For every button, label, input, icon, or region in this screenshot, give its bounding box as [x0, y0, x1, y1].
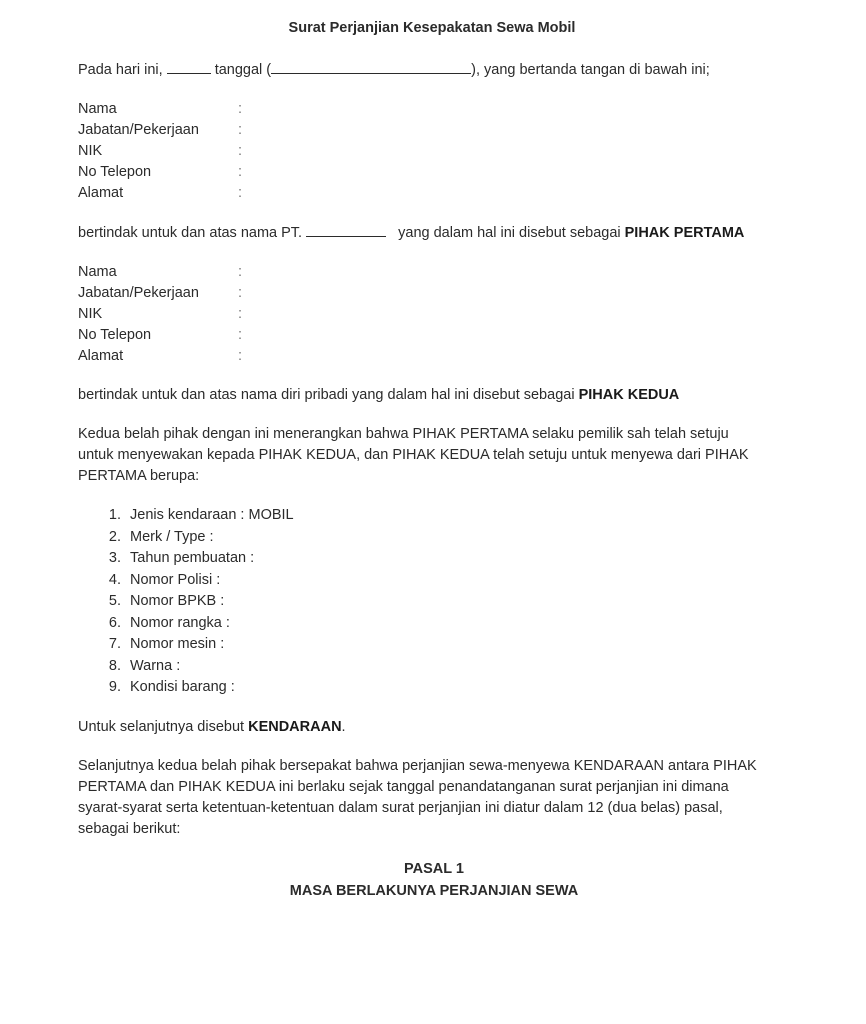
- field-row: [78, 162, 766, 183]
- item-text: Jenis kendaraan : MOBIL: [130, 507, 294, 523]
- item-number: 2.: [108, 528, 121, 545]
- referred-line: [78, 717, 766, 738]
- field-row: [78, 262, 766, 283]
- field-colon: :: [238, 264, 243, 280]
- list-item: [78, 591, 766, 613]
- agreement-paragraph: Kedua belah pihak dengan ini menerangkan bahwa PIHAK PERTAMA selaku pemilik sah telah setuju untuk menyewakan kepada PIHAK KEDUA, dan PIHAK KEDUA telah setuju untuk menyewa dari PIHAK PERTAMA berupa:: [78, 426, 749, 484]
- item-number: 1.: [108, 507, 121, 523]
- item-text: Nomor mesin :: [130, 636, 225, 652]
- party1-text-1: bertindak untuk dan atas nama PT.: [78, 225, 303, 241]
- list-item: [78, 634, 766, 656]
- list-item: [78, 613, 766, 635]
- party1-text-2: yang dalam hal ini disebut sebagai: [398, 225, 621, 241]
- field-label: Alamat: [78, 185, 124, 201]
- party1-fields: [78, 99, 766, 204]
- field-colon: :: [238, 164, 243, 180]
- item-text: Nomor rangka :: [130, 614, 230, 631]
- item-text: Nomor Polisi :: [130, 571, 221, 588]
- field-label: Jabatan/Pekerjaan: [78, 122, 199, 138]
- item-text: Tahun pembuatan :: [130, 550, 255, 566]
- field-colon: :: [238, 306, 243, 322]
- list-item: [78, 505, 766, 527]
- list-item: [78, 570, 766, 592]
- item-number: 9.: [108, 679, 121, 695]
- field-colon: :: [238, 122, 243, 138]
- pasal-title: MASA BERLAKUNYA PERJANJIAN SEWA: [289, 882, 579, 899]
- field-row: [78, 141, 766, 162]
- company-blank: [306, 222, 386, 237]
- referred-term: KENDARAAN: [248, 718, 342, 735]
- field-colon: :: [238, 327, 243, 343]
- referred-end: .: [341, 718, 346, 735]
- list-item: [78, 527, 766, 549]
- field-row: [78, 346, 766, 367]
- field-colon: :: [238, 143, 243, 159]
- field-label: NIK: [78, 143, 103, 159]
- field-label: Nama: [78, 101, 117, 117]
- party2-fields: [78, 262, 766, 367]
- item-number: 8.: [108, 657, 121, 674]
- field-label: No Telepon: [78, 164, 152, 180]
- party1-statement: [78, 222, 766, 244]
- field-colon: :: [238, 185, 243, 201]
- field-row: [78, 120, 766, 141]
- list-item: [78, 677, 766, 699]
- field-row: [78, 304, 766, 325]
- item-number: 6.: [108, 614, 121, 631]
- field-row: [78, 99, 766, 120]
- closing-paragraph: Selanjutnya kedua belah pihak bersepakat bahwa perjanjian sewa-menyewa KENDARAAN antara PIHAK PERTAMA dan PIHAK KEDUA ini berlaku sejak tanggal penandatanganan surat perjanjian ini dimana syarat-syarat serta ketentuan-ketentuan dalam surat perjanjian ini diatur dalam 12 (dua belas) pasal, sebagai berikut:: [78, 757, 757, 837]
- field-row: [78, 283, 766, 304]
- intro-text-1: Pada hari ini,: [78, 62, 163, 78]
- field-label: Alamat: [78, 348, 124, 364]
- field-label: NIK: [78, 306, 103, 322]
- item-text: Warna :: [130, 657, 181, 674]
- party1-role: PIHAK PERTAMA: [624, 225, 745, 241]
- day-blank: [167, 59, 211, 74]
- field-colon: :: [238, 348, 243, 364]
- list-item: [78, 656, 766, 678]
- item-number: 5.: [108, 593, 121, 609]
- party2-statement: [78, 385, 766, 406]
- field-row: [78, 325, 766, 346]
- item-text: Merk / Type :: [130, 528, 214, 545]
- item-text: Nomor BPKB :: [130, 593, 225, 609]
- document-title: Surat Perjanjian Kesepakatan Sewa Mobil: [288, 20, 576, 36]
- field-label: No Telepon: [78, 327, 152, 343]
- pasal-heading: [78, 858, 766, 902]
- item-text: Kondisi barang :: [130, 679, 235, 695]
- intro-line: [78, 59, 766, 81]
- item-number: 4.: [108, 571, 121, 588]
- party2-text: bertindak untuk dan atas nama diri pribadi yang dalam hal ini disebut sebagai: [78, 387, 575, 403]
- field-label: Nama: [78, 264, 117, 280]
- field-colon: :: [238, 101, 243, 117]
- list-item: [78, 548, 766, 570]
- pasal-number: PASAL 1: [404, 860, 464, 877]
- referred-text: Untuk selanjutnya disebut: [78, 718, 245, 735]
- field-label: Jabatan/Pekerjaan: [78, 285, 199, 301]
- intro-text-2: tanggal (: [214, 62, 272, 78]
- item-number: 7.: [108, 636, 121, 652]
- vehicle-list: [78, 505, 766, 699]
- item-number: 3.: [108, 550, 121, 566]
- field-colon: :: [238, 285, 243, 301]
- date-blank: [271, 59, 471, 74]
- party2-role: PIHAK KEDUA: [578, 387, 680, 403]
- intro-text-3: ), yang bertanda tangan di bawah ini;: [471, 62, 710, 78]
- field-row: [78, 183, 766, 204]
